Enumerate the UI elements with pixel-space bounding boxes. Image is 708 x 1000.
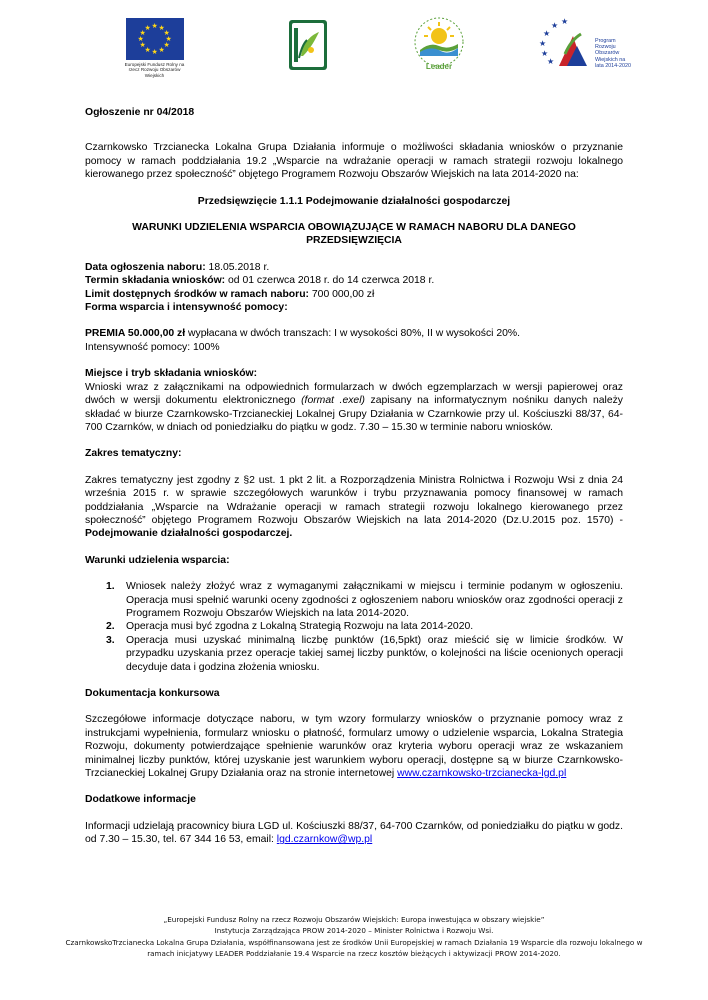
intro-paragraph: Czarnkowsko Trzcianecka Lokalna Grupa Działania informuje o możliwości składania wniosków o przyznanie pomocy w ramach poddziałania 19.2 „Wsparcie na wdrażanie operacji w ramach strategii rozwoju lokalnego kierowanego przez społeczność” objętego Programem Rozwoju Obszarów Wiejskich na lata 2014-2020 na: xyxy=(85,142,623,181)
conditions-heading: Warunki udzielenia wsparcia: xyxy=(85,554,230,566)
list-item xyxy=(85,620,623,633)
announcement-body xyxy=(85,106,623,847)
date-label: Data ogłoszenia naboru: xyxy=(85,261,206,273)
list-item-number: 3. xyxy=(106,634,115,646)
scope-heading: Zakres tematyczny: xyxy=(85,448,182,460)
docs-text: Szczegółowe informacje dotyczące naboru, w tym wzory formularzy wniosków o przyznanie pomocy wraz z instrukcjami wypełnienia, formularz wniosku o płatność, formularz umowy o udzielenie wsparcia, Lokalna Strategia Rozwoju, dokumenty potwierdzające spełnienie warunków oraz kryteria wyboru operacji wraz ze wskazaniem minimalnej liczby punktów, której uzyskanie jest warunkiem wyboru operacji, dostępne są w biurze Czarnkowsko-Trzcianeckiej Lokalnej Grupy Działania oraz na stronie internetowej xyxy=(85,714,623,780)
place-paragraph xyxy=(85,381,623,435)
svg-text:★: ★ xyxy=(539,39,547,48)
footer-line-1: „Europejski Fundusz Rolny na rzecz Rozwoju Obszarów Wiejskich: Europa inwestująca w obszary wiejskie” xyxy=(163,915,545,924)
scope-text: Zakres tematyczny jest zgodny z §2 ust. 1 pkt 2 lit. a Rozporządzenia Ministra Rolnictwa i Rozwoju Wsi z dnia 24 września 2015 r. w sprawie szczegółowych warunków i trybu przyznawania pomocy finansowej w ramach poddziałania „Wsparcie na Wdrażanie operacji w ramach strategii rozwoju lokalnego kierowanego przez społeczność” objętego Programem Rozwoju Obszarów Wiejskich na lata 2014-2020 (Dz.U.2015 poz. 1570) - xyxy=(85,474,623,526)
list-item xyxy=(85,634,623,674)
scope-paragraph xyxy=(85,474,623,541)
eu-caption: Europejski Fundusz Rolny na rzecz Rozwoju Obszarów Wiejskich xyxy=(124,62,185,78)
docs-heading: Dokumentacja konkursowa xyxy=(85,688,220,699)
limit-value: 700 000,00 zł xyxy=(309,288,375,300)
lgd-sun-icon xyxy=(408,14,470,76)
prow-caption: Program Rozwoju Obszarów Wiejskich na lata 2014-2020 xyxy=(595,38,631,69)
intensity-line: Intensywność pomocy: 100% xyxy=(85,341,220,353)
lgd-logo-text: Leader xyxy=(425,62,453,71)
page-footer xyxy=(60,914,648,960)
lgd-leader-logo xyxy=(408,14,470,76)
limit-line xyxy=(85,288,623,301)
extra-text: Informacji udzielają pracownicy biura LGD ul. Kościuszki 88/37, 64-700 Czarnków, od poniedziałku do piątku w godz. od 7.30 – 15.30, tel. 67 344 16 53, email: xyxy=(85,820,623,846)
list-item-number: 1. xyxy=(106,581,115,593)
extra-paragraph xyxy=(85,820,623,847)
announcement-title: Ogłoszenie nr 04/2018 xyxy=(85,107,195,118)
website-link[interactable]: www.czarnkowsko-trzcianecka-lgd.pl xyxy=(397,768,567,780)
premia-label: PREMIA 50.000,00 zł xyxy=(85,328,186,340)
date-line xyxy=(85,261,623,274)
term-value: od 01 czerwca 2018 r. do 14 czerwca 2018 r. xyxy=(225,275,435,287)
eu-flag-logo xyxy=(122,18,187,80)
svg-text:★: ★ xyxy=(541,49,549,58)
footer-line-2: Instytucja Zarządzająca PROW 2014-2020 – Minister Rolnictwa i Rozwoju Wsi. xyxy=(214,926,494,936)
list-item xyxy=(85,580,623,620)
prow-logo xyxy=(537,16,631,76)
svg-text:★: ★ xyxy=(547,57,555,66)
conditions-main-heading: WARUNKI UDZIELENIA WSPARCIA OBOWIĄZUJĄCE W RAMACH NABORU DLA DANEGO PRZEDSIĘWZIĘCIA xyxy=(132,222,576,247)
list-item-text: Wniosek należy złożyć wraz z wymaganymi załącznikami w miejscu i terminie podanym w ogłoszeniu. Operacja musi spełnić warunki oceny zgodności z ogłoszeniem naboru wniosków oraz zgodności operacji z Programem Rozwoju Obszarów Wiejskich na lata 2014-2020. xyxy=(126,581,623,619)
list-item-text: Operacja musi być zgodna z Lokalną Strategią Rozwoju na lata 2014-2020. xyxy=(126,621,474,633)
logo-bar xyxy=(0,14,708,80)
premia-value: wypłacana w dwóch transzach: I w wysokości 80%, II w wysokości 20%. xyxy=(185,328,521,340)
list-item-number: 2. xyxy=(106,621,115,633)
place-text-part1: Wnioski wraz z załącznikami na odpowiednich formularzach w dwóch egzemplarzach w wersji papierowej oraz dwóch w wersji dokumentu elektronicznego xyxy=(85,381,623,407)
scope-bold-text: Podejmowanie działalności gospodarczej. xyxy=(85,528,293,540)
extra-heading: Dodatkowe informacje xyxy=(85,794,196,806)
eu-flag-icon: ★ ★ ★ ★ ★ ★ ★ ★ ★ ★ ★ ★ xyxy=(126,18,184,60)
place-text-part2: zapisany na informatycznym nośniku danych należy składać w biurze Czarnkowsko-Trzcianeckiej Lokalnej Grupy Działania w Czarnkowie przy ul. Kościuszki 88/37, 64-700 Czarnków, w dniach od poniedziałku do piątku w godz. 7.30 – 15.30 w terminie naboru wniosków. xyxy=(85,395,623,433)
svg-text:★: ★ xyxy=(561,17,569,26)
term-label: Termin składania wniosków: xyxy=(85,275,226,287)
docs-paragraph xyxy=(85,713,623,780)
svg-text:★: ★ xyxy=(543,29,551,38)
prow-stars-icon xyxy=(537,16,593,72)
svg-text:★: ★ xyxy=(551,21,559,30)
premia-line xyxy=(85,327,623,340)
limit-label: Limit dostępnych środków w ramach naboru: xyxy=(85,288,310,300)
date-value: 18.05.2018 r. xyxy=(205,261,270,273)
footer-line-3: CzarnkowskoTrzcianecka Lokalna Grupa Działania, współfinansowana jest ze środków Unii Europejskiej w ramach Działania 19 Wsparcie dla rozwoju lokalnego w ramach inicjatywy LEADER Poddziałanie 19.4 Wsparcie na rzecz kosztów bieżących i aktywizacji PROW 2014-2020. xyxy=(65,937,643,959)
place-heading: Miejsce i tryb składania wniosków: xyxy=(85,368,258,380)
list-item-text: Operacja musi uzyskać minimalną liczbę punktów (16,5pkt) oraz mieścić się w limicie środków. W przypadku uzyskania przez operacje takiej samej liczby punktów, o kolejności na liście ocenionych operacji decyduje data i godzina złożenia wniosku. xyxy=(126,634,623,673)
project-subtitle: Przedsięwzięcie 1.1.1 Podejmowanie działalności gospodarczej xyxy=(197,195,511,207)
email-link[interactable]: lgd.czarnkow@wp.pl xyxy=(276,834,373,846)
conditions-list xyxy=(85,580,623,674)
leader-leaf-icon xyxy=(289,20,327,70)
leader-logo xyxy=(289,20,327,70)
term-line xyxy=(85,274,623,287)
place-text-italic: (format .exel) xyxy=(301,395,365,407)
form-heading: Forma wsparcia i intensywność pomocy: xyxy=(85,302,288,314)
